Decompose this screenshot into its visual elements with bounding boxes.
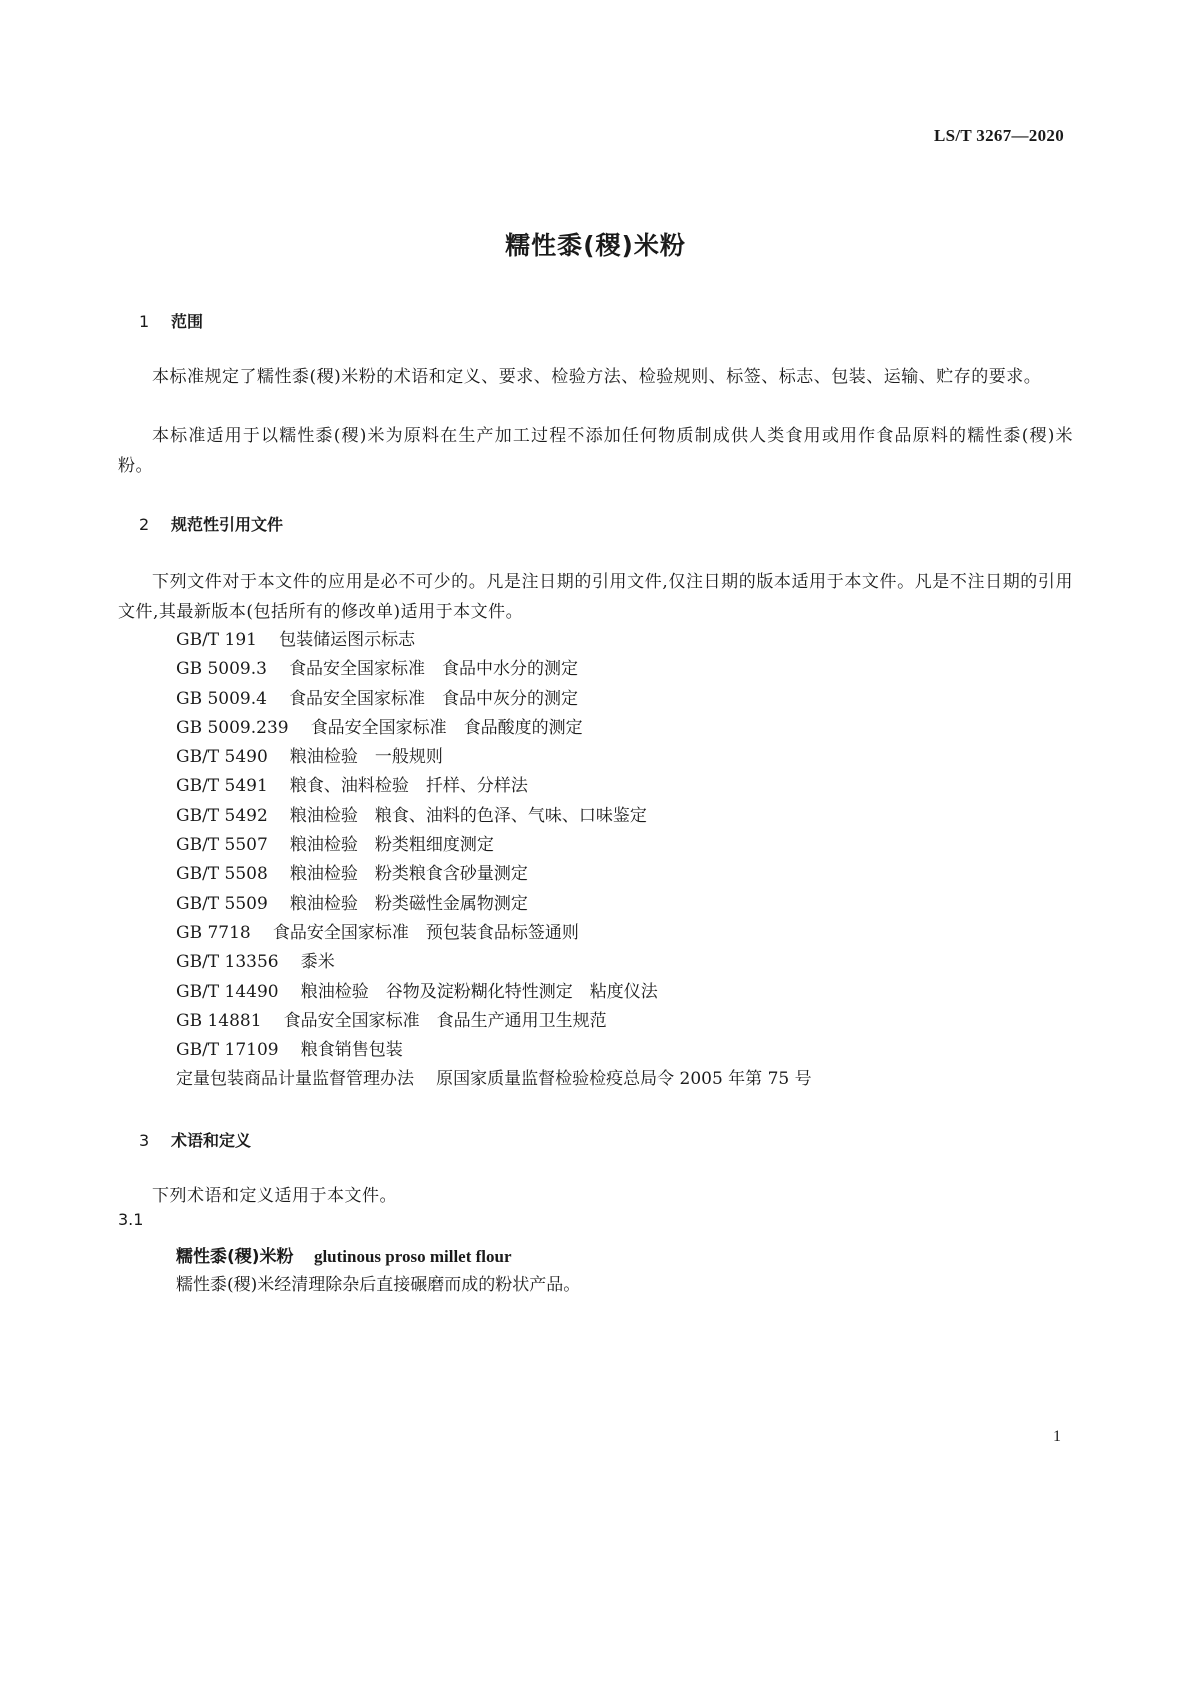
section-number: 1 <box>139 312 150 331</box>
page-number: 1 <box>1053 1428 1061 1445</box>
term-definition: 糯性黍(稷)米经清理除杂后直接碾磨而成的粉状产品。 <box>176 1275 581 1295</box>
section-heading-terms <box>139 1128 251 1151</box>
reference-code: GB/T 191 <box>176 630 257 650</box>
reference-item <box>176 860 812 889</box>
reference-item <box>176 802 812 831</box>
reference-code: GB/T 13356 <box>176 952 279 973</box>
term-chinese: 糯性黍(稷)米粉 <box>176 1247 294 1267</box>
reference-item <box>176 626 812 655</box>
section-number: 3 <box>139 1131 150 1150</box>
reference-title: 粮食销售包装 <box>300 1040 403 1061</box>
reference-title: 粮食、油料检验 扦样、分样法 <box>289 776 528 797</box>
reference-code: 定量包装商品计量监督管理办法 <box>176 1069 414 1090</box>
reference-item <box>176 1036 812 1065</box>
references-intro: 下列文件对于本文件的应用是必不可少的。凡是注日期的引用文件,仅注日期的版本适用于本文件。凡是不注日期的引用文件,其最新版本(包括所有的修改单)适用于本文件。 <box>118 572 1073 622</box>
reference-item <box>176 743 812 772</box>
reference-title: 粮油检验 一般规则 <box>289 747 443 768</box>
term-clause-number: 3.1 <box>118 1210 144 1229</box>
reference-code: GB 5009.4 <box>176 688 267 709</box>
section-number: 2 <box>139 515 150 534</box>
reference-item <box>176 890 812 919</box>
scope-paragraph: 本标准规定了糯性黍(稷)米粉的术语和定义、要求、检验方法、检验规则、标签、标志、包装、运输、贮存的要求。 <box>152 367 1042 387</box>
terms-intro: 下列术语和定义适用于本文件。 <box>152 1186 397 1206</box>
reference-item <box>176 772 812 801</box>
reference-code: GB/T 5509 <box>176 893 268 914</box>
reference-code: GB/T 5490 <box>176 747 268 768</box>
reference-code: GB/T 17109 <box>176 1040 279 1061</box>
reference-code: GB/T 5507 <box>176 835 268 856</box>
section-heading-normative-references <box>139 512 283 535</box>
section-title: 范围 <box>171 312 204 331</box>
section-title: 规范性引用文件 <box>171 515 284 534</box>
reference-code: GB 5009.3 <box>176 659 267 680</box>
reference-title: 粮油检验 粉类磁性金属物测定 <box>289 893 528 914</box>
reference-code: GB/T 14490 <box>176 981 279 1002</box>
reference-list <box>176 626 812 1095</box>
reference-title: 粮油检验 粉类粗细度测定 <box>289 835 494 856</box>
section-title: 术语和定义 <box>171 1131 252 1150</box>
reference-title: 原国家质量监督检验检疫总局令 2005 年第 75 号 <box>436 1069 812 1090</box>
section-heading-scope <box>139 309 203 332</box>
reference-item <box>176 655 812 684</box>
reference-code: GB/T 5492 <box>176 805 268 826</box>
reference-item <box>176 831 812 860</box>
reference-title: 粮油检验 粮食、油料的色泽、气味、口味鉴定 <box>289 805 647 826</box>
reference-item <box>176 978 812 1007</box>
term-english: glutinous proso millet flour <box>313 1247 512 1266</box>
reference-title: 食品安全国家标准 预包装食品标签通则 <box>272 922 579 943</box>
reference-title: 食品安全国家标准 食品中灰分的测定 <box>289 688 579 709</box>
reference-title: 包装储运图示标志 <box>279 630 416 650</box>
reference-item <box>176 685 812 714</box>
reference-title: 食品安全国家标准 食品生产通用卫生规范 <box>283 1010 607 1031</box>
term-entry <box>176 1242 512 1267</box>
reference-title: 食品安全国家标准 食品中水分的测定 <box>289 659 579 680</box>
reference-item <box>176 714 812 743</box>
reference-item <box>176 948 812 977</box>
standard-code: LS/T 3267—2020 <box>934 126 1064 145</box>
reference-item <box>176 919 812 948</box>
reference-code: GB 5009.239 <box>176 717 289 738</box>
document-title: 糯性黍(稷)米粉 <box>505 231 686 260</box>
reference-code: GB 14881 <box>176 1010 262 1031</box>
scope-paragraph: 本标准适用于以糯性黍(稷)米为原料在生产加工过程不添加任何物质制成供人类食用或用作食品原料的糯性黍(稷)米粉。 <box>118 426 1073 476</box>
reference-item <box>176 1007 812 1036</box>
reference-code: GB 7718 <box>176 922 251 943</box>
reference-title: 粮油检验 粉类粮食含砂量测定 <box>289 864 528 885</box>
reference-title: 黍米 <box>300 952 335 973</box>
reference-code: GB/T 5508 <box>176 864 268 885</box>
reference-code: GB/T 5491 <box>176 776 268 797</box>
reference-title: 粮油检验 谷物及淀粉糊化特性测定 粘度仪法 <box>300 981 658 1002</box>
reference-title: 食品安全国家标准 食品酸度的测定 <box>310 717 583 738</box>
reference-item <box>176 1065 812 1094</box>
